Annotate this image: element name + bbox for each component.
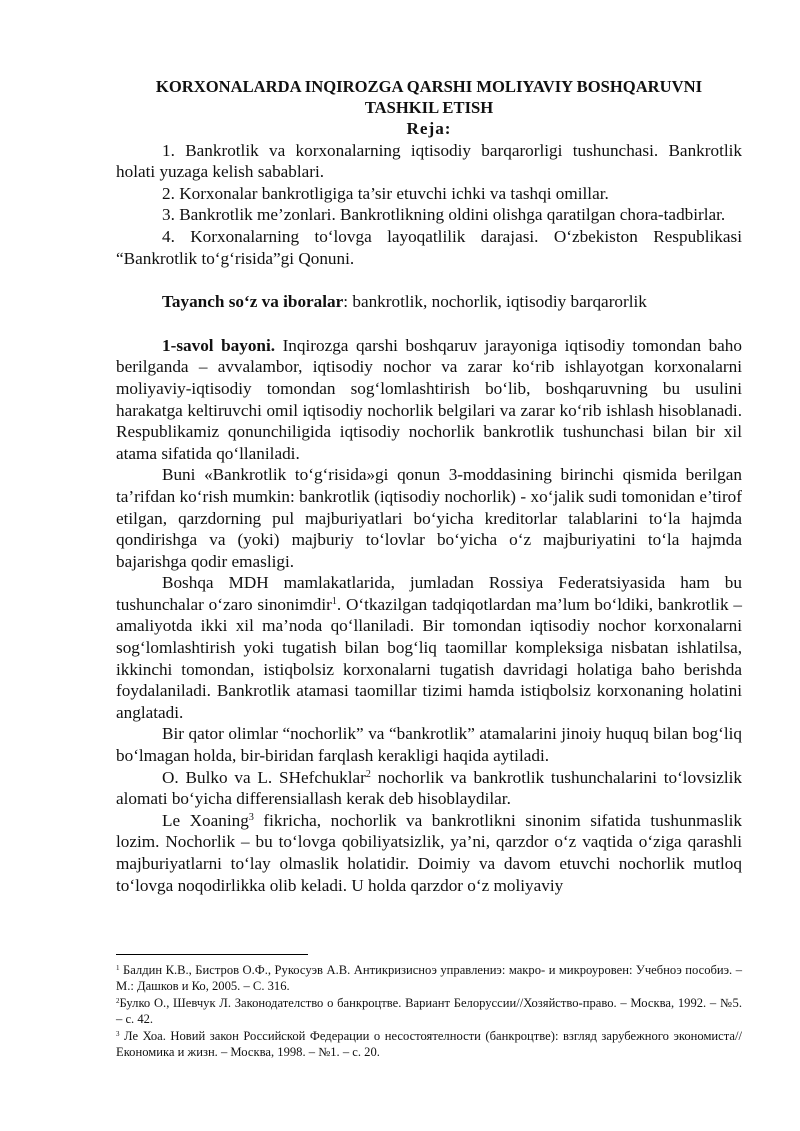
footnote-mark: 2 [116,996,120,1005]
body-paragraph: 1-savol bayoni. Inqirozga qarshi boshqaruv jarayoniga iqtisodiy tomondan baho berilganda – avvalambor, iqtisodiy nochor va zarar ko‘rib ishlayotgan korxonalarni moliyaviy-iqtisodiy tomondan sog‘lomlashtirish bo‘lib, boshqaruvning bu usulini harakatga keltiruvchi omil iqtisodiy nochorlik belgilari va zarar ko‘rib ishlash hisoblanadi. Respublikamiz qonunchiligida iqtisodiy nochorlik bankrotlik tushunchasi bilan bir xil atama sifatida qo‘llaniladi. [116,335,742,463]
plan-item: 3. Bankrotlik me’zonlari. Bankrotlikning oldini olishga qaratilgan chora-tadbirlar. [162,205,726,225]
footnote: $^1$ Балдин К.В., Бистров О.Ф., Рукосуэв А.В. Антикризисноэ управлениэ: макро- и микроуровен: Учебноэ пособиэ. – М.: Дашков и Ко, 2005. – С. 316. [116,963,742,994]
document-page [116,76,742,896]
body-paragraph: O. Bulko va L. SHefchuklar$^2$ nochorlik va bankrotlik tushunchalarini to‘lovsizlik alomati bo‘yicha differensiallash kerak deb hisoblaydilar. [116,767,743,809]
footnote-ref[interactable]: 2 [365,768,371,780]
keywords-paragraph [116,291,742,313]
plan-item: 2. Korxonalar bankrotligiga ta’sir etuvchi ichki va tashqi omillar. [162,183,609,203]
title-line-2: TASHKIL ETISH [364,98,494,117]
footnote-mark: 3 [116,1029,120,1038]
body-paragraph: Buni «Bankrotlik to‘g‘risida»gi qonun 3-moddasining birinchi qismida berilgan ta’rifdan ko‘rish mumkin: bankrotlik (iqtisodiy nochorlik) - xo‘jalik sudi tomonidan e’tirof etilgan, qarzdorning pul majburiyatlari bo‘yicha kreditorlar talablarini to‘la hajmda qondirishga va (yoki) majburiy to‘lovlar bo‘yicha o‘z majburiyatini to‘la hajmda bajarishga qodir emasligi. [116,465,742,571]
spacer [116,269,742,291]
plan-heading: Reja: [406,119,452,138]
footnote-ref[interactable]: 1 [331,595,337,607]
footnote: $^2$Булко О., Шевчук Л. Законодателство о банкроцтве. Вариант Белоруссии//Хозяйство-право. – Москва, 1992. – №5. – с. 42. [116,995,742,1027]
footnotes [116,962,742,1060]
title-line-1: KORXONALARDA INQIROZGA QARSHI MOLIYAVIY BOSHQARUVNI [155,77,703,96]
footnote-ref[interactable]: 3 [248,811,254,823]
keywords-label: Tayanch so‘z va iboralar [162,292,344,312]
body-paragraph: Bir qator olimlar “nochorlik” va “bankrotlik” atamalarini jinoiy huquq bilan bog‘liq bo‘lmagan holda, bir-biridan farqlash kerakligi haqida aytiladi. [116,724,742,766]
body-paragraph: Boshqa MDH mamlakatlarida, jumladan Rossiya Federatsiyasida ham bu tushunchalar o‘zaro sinonimdir$^1$. O‘tkazilgan tadqiqotlardan ma’lum bo‘ldiki, bankrotlik – amaliyotda ikki xil ma’noda qo‘llaniladi. Bir tomondan iqtisodiy nochor korxonalarni sog‘lomlashtirish yoki tugatish bilan bog‘liq taomillar kompleksiga nisbatan ishlatilsa, ikkinchi tomondan, istiqbolsiz korxonalarni tugatish davridagi holatiga baho berishda foydalaniladi. Bankrotlik atamasi taomillar tizimi hamda istiqbolsiz korxonaning holatini anglatadi. [116,573,742,722]
document-title [116,76,742,118]
body-paragraph: Le Xoaning$^3$ fikricha, nochorlik va bankrotlikni sinonim sifatida tushunmaslik lozim. Nochorlik – bu to‘lovga qobiliyatsizlik, ya’ni, qarzdor o‘z vaqtida o‘ziga qarashli majburiyatlarni to‘lay olmaslik holatidir. Doimiy va davom etuvchi nochorlik mutloq to‘lovga noqodirlikka olib keladi. U holda qarzdor o‘z moliyaviy [116,810,742,895]
plan-item: 1. Bankrotlik va korxonalarning iqtisodiy barqarorligi tushunchasi. Bankrotlik holati yuzaga kelish sabablari. [116,140,742,182]
footnote-separator [116,954,308,955]
keywords-text: : bankrotlik, nochorlik, iqtisodiy barqarorlik [343,292,647,312]
footnote-mark: 1 [116,964,120,972]
footnote: $^3$ Ле Хоа. Новий закон Российской Федерации о несостоятелности (банкроцтве): взгляд зарубежного экономиста//Економика и жизн. – Москва, 1998. – №1. – с. 20. [116,1028,742,1060]
plan-item: 4. Korxonalarning to‘lovga layoqatlilik darajasi. O‘zbekiston Respublikasi “Bankrotlik to‘g‘risida”gi Qonuni. [116,226,742,268]
section-lead: 1-savol bayoni. [162,335,276,355]
spacer [116,313,742,335]
